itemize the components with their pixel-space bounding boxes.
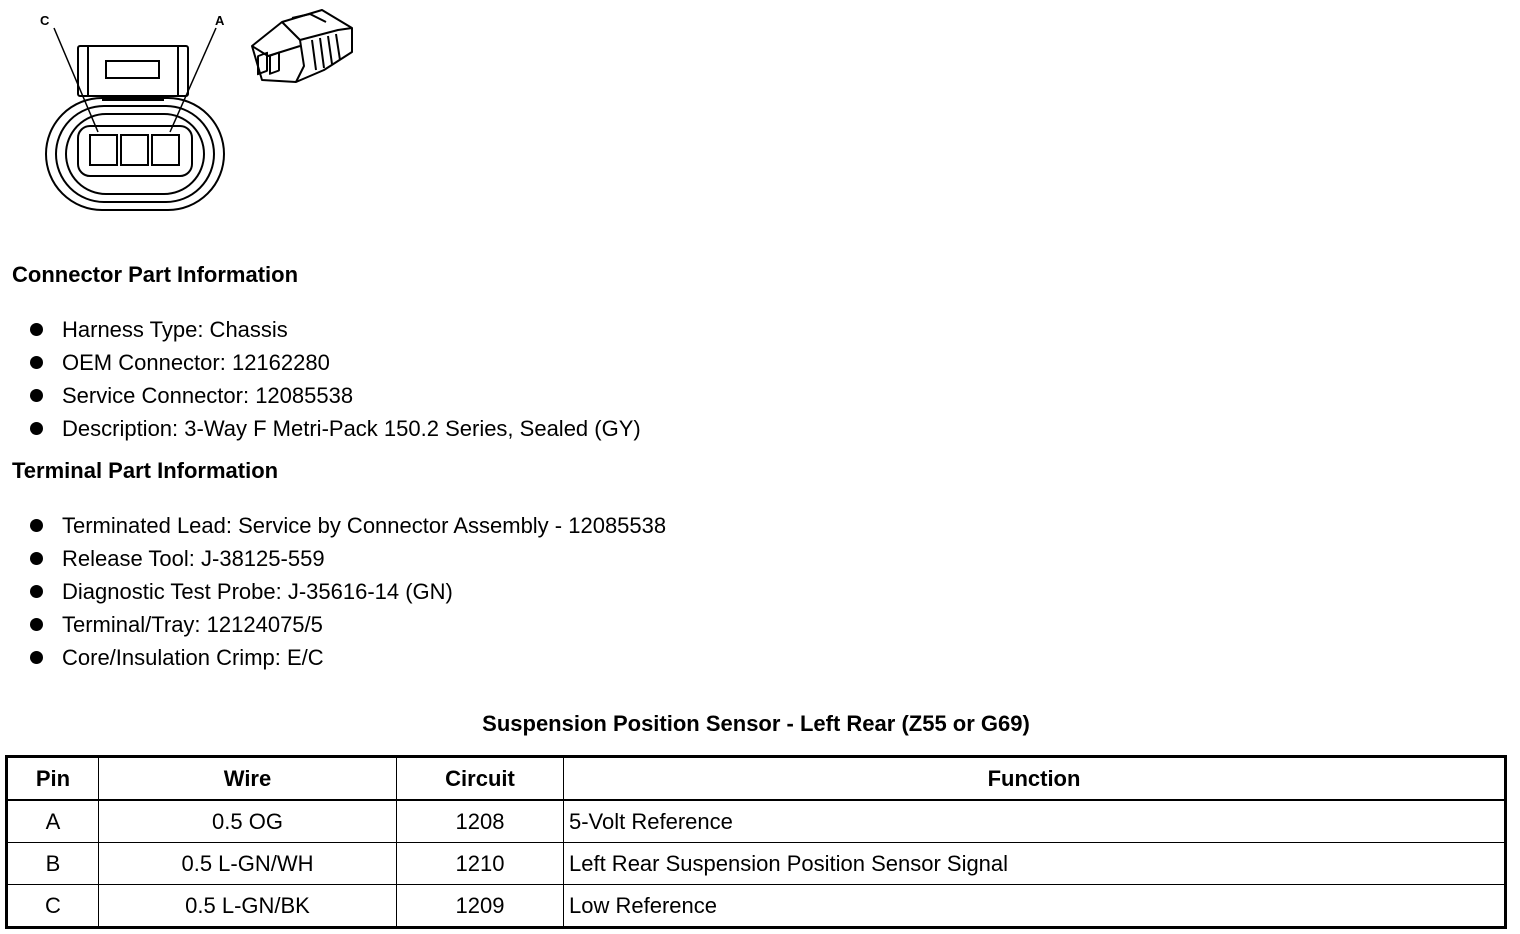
column-header-pin: Pin [7, 757, 99, 801]
bullet-icon [30, 618, 43, 631]
circuit-cell: 1209 [397, 885, 564, 928]
column-header-function: Function [564, 757, 1506, 801]
table-header-row [7, 757, 1506, 801]
list-item-text: Diagnostic Test Probe: J-35616-14 (GN) [62, 579, 453, 604]
list-item [28, 412, 641, 445]
pin-table-title: Suspension Position Sensor - Left Rear (Z55 or G69) [482, 711, 1030, 736]
terminal-part-info-list [28, 509, 666, 674]
pin-cell: B [7, 843, 99, 885]
list-item [28, 575, 666, 608]
pin-cell: A [7, 800, 99, 843]
circuit-cell: 1208 [397, 800, 564, 843]
circuit-cell: 1210 [397, 843, 564, 885]
list-item [28, 346, 641, 379]
list-item [28, 379, 641, 412]
pin-table [5, 755, 1507, 929]
list-item-text: Core/Insulation Crimp: E/C [62, 645, 324, 670]
pin-label-a: A [215, 13, 225, 28]
bullet-icon [30, 651, 43, 664]
wire-cell: 0.5 L-GN/BK [99, 885, 397, 928]
bullet-icon [30, 585, 43, 598]
terminal-part-info-heading: Terminal Part Information [12, 458, 279, 483]
cavity-c [90, 135, 117, 165]
list-item-text: Service Connector: 12085538 [62, 383, 354, 408]
bullet-icon [30, 519, 43, 532]
list-item [28, 608, 666, 641]
connector-face-view [46, 28, 224, 210]
cavity-b [121, 135, 148, 165]
bullet-icon [30, 389, 43, 402]
bullet-icon [30, 422, 43, 435]
table-row [7, 885, 1506, 928]
list-item-text: Description: 3-Way F Metri-Pack 150.2 Series, Sealed (GY) [62, 416, 641, 441]
wire-cell: 0.5 L-GN/WH [99, 843, 397, 885]
pin-label-c: C [40, 13, 50, 28]
function-cell: 5-Volt Reference [564, 800, 1506, 843]
table-row [7, 843, 1506, 885]
function-cell: Left Rear Suspension Position Sensor Signal [564, 843, 1506, 885]
pin-cell: C [7, 885, 99, 928]
connector-part-info-heading: Connector Part Information [12, 262, 299, 287]
list-item-text: Harness Type: Chassis [62, 317, 288, 342]
wire-cell: 0.5 OG [99, 800, 397, 843]
bullet-icon [30, 552, 43, 565]
column-header-circuit: Circuit [397, 757, 564, 801]
connector-diagram [0, 0, 380, 220]
connector-part-info-list [28, 313, 641, 445]
list-item-text: Terminated Lead: Service by Connector Assembly - 12085538 [62, 513, 667, 538]
list-item [28, 313, 641, 346]
list-item [28, 542, 666, 575]
function-cell: Low Reference [564, 885, 1506, 928]
list-item [28, 509, 666, 542]
list-item [28, 641, 666, 674]
table-row [7, 800, 1506, 843]
connector-isometric-view [252, 10, 352, 82]
bullet-icon [30, 356, 43, 369]
list-item-text: Terminal/Tray: 12124075/5 [62, 612, 323, 637]
cavity-a [152, 135, 179, 165]
list-item-text: Release Tool: J-38125-559 [62, 546, 325, 571]
bullet-icon [30, 323, 43, 336]
list-item-text: OEM Connector: 12162280 [62, 350, 330, 375]
column-header-wire: Wire [99, 757, 397, 801]
